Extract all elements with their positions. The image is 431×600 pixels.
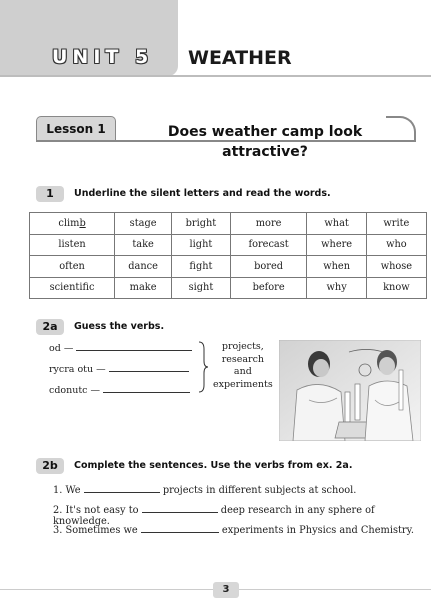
sentence-number: 3. [53,525,63,536]
words-table [29,212,427,299]
sentence-start: We [65,485,81,496]
scrambled-word-row [49,341,192,354]
sentence-row [53,483,356,496]
answer-blank[interactable] [109,362,189,372]
exercise-2a-instruction: Guess the verbs. [74,321,165,332]
table-cell[interactable]: know [366,277,426,299]
scientists-photo [279,340,421,441]
exercise-2b-badge: 2b [36,458,64,474]
table-cell[interactable]: light [172,234,231,256]
exercise-1-badge: 1 [36,186,64,202]
sentence-end: deep research in any sphere of knowledge. [53,505,375,527]
sentence-end: experiments in Physics and Chemistry. [221,525,414,536]
noun-list [213,341,273,391]
table-cell[interactable]: listen [30,234,115,256]
table-cell[interactable]: when [307,256,366,278]
lesson-divider-curve [386,116,416,142]
answer-blank[interactable] [141,523,219,533]
sentence-row [53,523,414,536]
right-brace-icon [198,341,208,393]
table-cell[interactable]: stage [115,213,172,235]
underlined-silent-letter: b [79,217,86,229]
lesson-tab: Lesson 1 [36,116,116,141]
answer-blank[interactable] [76,341,192,351]
exercise-1-instruction: Underline the silent letters and read the words. [74,188,331,199]
table-cell[interactable] [30,213,115,235]
table-cell[interactable]: take [115,234,172,256]
answer-blank[interactable] [142,503,218,513]
table-cell[interactable]: bright [172,213,231,235]
table-cell[interactable]: more [230,213,307,235]
table-cell[interactable]: make [115,277,172,299]
table-cell[interactable]: where [307,234,366,256]
noun-item: projects, [221,341,264,352]
scrambled-word: rycra otu — [49,364,106,375]
sentence-end: projects in different subjects at school. [162,485,357,496]
table-cell[interactable]: what [307,213,366,235]
unit-label: UNIT 5 [52,46,154,68]
lesson-title: Does weather camp look attractive? [167,124,363,160]
word-climb: climb [58,217,86,229]
table-cell[interactable]: scientific [30,277,115,299]
sentence-start: Sometimes we [65,525,138,536]
answer-blank[interactable] [84,483,160,493]
table-row [30,277,427,299]
table-row [30,256,427,278]
table-cell[interactable]: bored [230,256,307,278]
table-cell[interactable]: why [307,277,366,299]
answer-blank[interactable] [103,383,190,393]
table-cell[interactable]: fight [172,256,231,278]
sentence-number: 1. [53,485,63,496]
header-divider [0,75,431,77]
scrambled-word: cdonutc — [49,385,101,396]
exercise-2b-instruction: Complete the sentences. Use the verbs from ex. 2a. [74,460,353,471]
table-row [30,213,427,235]
table-cell[interactable]: often [30,256,115,278]
table-cell[interactable]: who [366,234,426,256]
page-number: 3 [213,582,239,598]
scrambled-word-row [49,362,189,375]
scrambled-word: od — [49,343,74,354]
noun-item: research [221,353,265,365]
sentence-start: It's not easy to [65,505,139,516]
noun-item: experiments [213,378,273,390]
scrambled-word-row [49,383,190,396]
sentence-number: 2. [53,505,63,516]
noun-item: and [233,366,252,377]
unit-title: WEATHER [188,47,292,69]
table-cell[interactable]: forecast [230,234,307,256]
table-cell[interactable]: sight [172,277,231,299]
table-row [30,234,427,256]
table-cell[interactable]: before [230,277,307,299]
table-cell[interactable]: write [366,213,426,235]
exercise-2a-badge: 2a [36,319,64,335]
table-cell[interactable]: whose [366,256,426,278]
table-cell[interactable]: dance [115,256,172,278]
